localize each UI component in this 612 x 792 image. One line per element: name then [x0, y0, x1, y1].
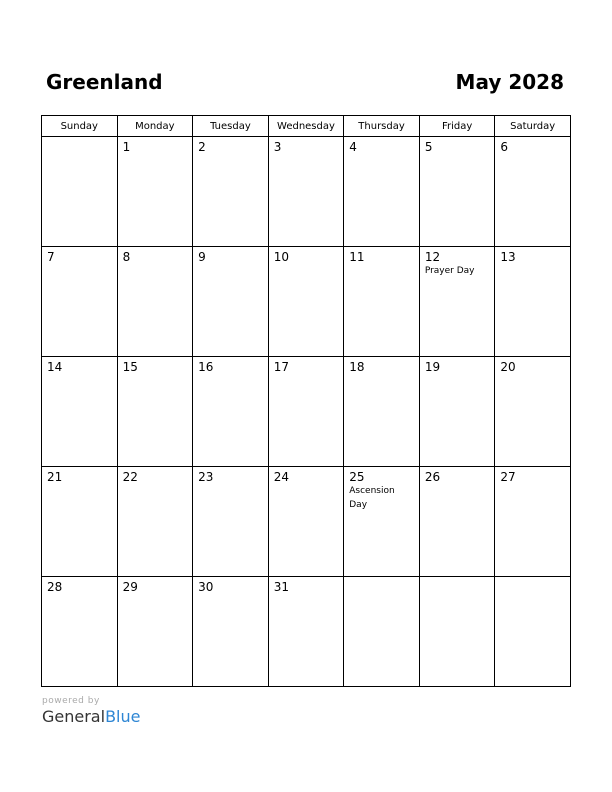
day-cell: [268, 137, 344, 247]
day-cell-content: [495, 467, 570, 487]
week-row: [42, 357, 571, 467]
day-cell-content: [118, 247, 193, 267]
day-number: 24: [273, 470, 289, 484]
day-number: 31: [273, 580, 289, 594]
day-cell-content: [42, 467, 117, 487]
day-cell: [495, 357, 571, 467]
day-cell: [193, 247, 269, 357]
day-cell: [495, 467, 571, 577]
week-row: [42, 137, 571, 247]
holiday-label: Prayer Day: [424, 266, 475, 276]
weekday-wednesday: Wednesday: [268, 116, 344, 137]
day-cell: [268, 467, 344, 577]
day-cell-content: [420, 357, 495, 377]
day-cell-content: [495, 247, 570, 267]
day-cell: [268, 357, 344, 467]
day-number: 4: [349, 140, 357, 154]
month-title: May 2028: [455, 70, 564, 94]
day-cell: [42, 357, 118, 467]
day-cell: [495, 137, 571, 247]
day-number: 22: [122, 470, 138, 484]
day-cell-content: [495, 357, 570, 377]
day-number: 30: [198, 580, 214, 594]
empty-day-cell: [495, 577, 571, 687]
weekday-tuesday: Tuesday: [193, 116, 269, 137]
day-cell-content: [344, 137, 419, 157]
day-number: 16: [198, 360, 214, 374]
day-number: 20: [500, 360, 516, 374]
day-cell-content: [42, 137, 117, 143]
day-number: 1: [122, 140, 131, 154]
day-cell: [419, 467, 495, 577]
day-cell-content: [420, 137, 495, 157]
day-number: 21: [47, 470, 63, 484]
day-number: 27: [500, 470, 516, 484]
day-cell: [344, 467, 420, 577]
calendar-header: [42, 68, 570, 102]
day-number: 29: [122, 580, 138, 594]
day-number: 7: [47, 250, 55, 264]
day-number: 25: [349, 470, 365, 484]
day-cell: [42, 577, 118, 687]
brand-blue-text: Blue: [105, 707, 141, 726]
day-number: 2: [198, 140, 206, 154]
day-cell: [117, 137, 193, 247]
powered-by-text: powered by: [42, 696, 100, 706]
day-cell-content: [269, 137, 344, 157]
weekday-thursday: Thursday: [344, 116, 420, 137]
day-number: 12: [424, 250, 441, 264]
day-number: 13: [500, 250, 516, 264]
day-number: 3: [273, 140, 282, 154]
day-cell: [344, 137, 420, 247]
day-cell: [117, 357, 193, 467]
day-cell-content: [495, 137, 570, 157]
day-cell-content: [193, 357, 268, 377]
day-number: 28: [47, 580, 63, 594]
day-number: 11: [349, 250, 365, 264]
day-number: 8: [122, 250, 131, 264]
country-title: Greenland: [46, 70, 163, 94]
week-row: [42, 247, 571, 357]
weekday-monday: Monday: [117, 116, 193, 137]
day-cell: [344, 247, 420, 357]
day-cell-content: [118, 137, 193, 157]
day-cell-content: [495, 577, 570, 583]
day-cell-content: [269, 357, 344, 377]
day-cell-content: [42, 577, 117, 597]
weekday-header-row: [42, 116, 571, 137]
week-row: [42, 577, 571, 687]
day-cell: [193, 467, 269, 577]
day-cell-content: [344, 577, 419, 583]
day-cell: [42, 467, 118, 577]
footer-branding: [42, 696, 140, 726]
day-cell-content: [193, 577, 268, 597]
weekday-friday: Friday: [419, 116, 495, 137]
day-cell: [419, 357, 495, 467]
day-cell-content: [269, 247, 344, 267]
day-number: 14: [47, 360, 63, 374]
day-number: 10: [273, 250, 289, 264]
day-cell: [117, 247, 193, 357]
day-cell-content: [420, 577, 495, 583]
day-cell-content: [42, 247, 117, 267]
day-number: 23: [198, 470, 214, 484]
day-cell: [42, 247, 118, 357]
day-cell-content: [193, 137, 268, 157]
empty-day-cell: [42, 137, 118, 247]
holiday-label: Day: [349, 500, 368, 510]
brand-general-text: General: [42, 707, 106, 726]
day-cell-content: [420, 247, 495, 281]
day-cell-content: [118, 577, 193, 597]
day-cell: [419, 247, 495, 357]
day-cell: [193, 577, 269, 687]
day-number: 17: [273, 360, 289, 374]
day-number: 26: [424, 470, 441, 484]
calendar-grid: [41, 115, 571, 687]
day-cell-content: [193, 467, 268, 487]
day-cell: [419, 137, 495, 247]
day-cell: [268, 247, 344, 357]
empty-day-cell: [419, 577, 495, 687]
day-cell-content: [420, 467, 495, 487]
day-number: 15: [122, 360, 138, 374]
day-number: 19: [424, 360, 441, 374]
day-number: 6: [500, 140, 509, 154]
day-cell-content: [344, 247, 419, 267]
day-cell-content: [269, 577, 344, 597]
day-cell-content: [118, 357, 193, 377]
day-cell: [268, 577, 344, 687]
brand-logo[interactable]: [42, 707, 140, 726]
weekday-saturday: Saturday: [495, 116, 571, 137]
day-cell-content: [42, 357, 117, 377]
week-row: [42, 467, 571, 577]
holiday-label: Ascension: [349, 486, 395, 496]
day-number: 5: [424, 140, 433, 154]
day-cell-content: [118, 467, 193, 487]
day-cell: [117, 577, 193, 687]
day-cell-content: [269, 467, 344, 487]
day-cell-content: [193, 247, 268, 267]
weekday-sunday: Sunday: [42, 116, 118, 137]
day-number: 18: [349, 360, 365, 374]
empty-day-cell: [344, 577, 420, 687]
day-cell: [117, 467, 193, 577]
day-cell-content: [344, 467, 419, 515]
day-cell-content: [344, 357, 419, 377]
day-cell: [193, 357, 269, 467]
day-cell: [193, 137, 269, 247]
day-cell: [344, 357, 420, 467]
day-number: 9: [198, 250, 206, 264]
day-cell: [495, 247, 571, 357]
